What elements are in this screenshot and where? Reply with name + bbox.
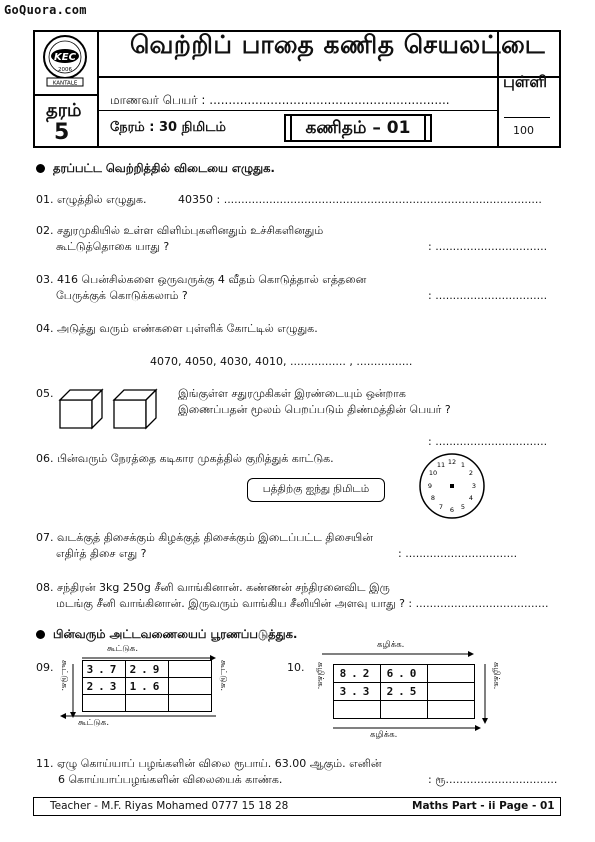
section-heading-2: பின்வரும் அட்டவணையைப் பூரணப்படுத்துக. [36, 627, 297, 643]
table-cell: 1.6 [126, 678, 169, 695]
svg-text:5: 5 [460, 503, 466, 511]
svg-text:KANTALE: KANTALE [52, 80, 78, 87]
clock-face-icon[interactable] [418, 452, 486, 520]
q10-top-label: கழிக்க. [377, 640, 405, 650]
table-cell[interactable] [169, 678, 212, 695]
q1-answer-line[interactable]: 40350 : ........................................................................................... [178, 193, 542, 206]
table-cell[interactable] [334, 701, 381, 719]
table-cell[interactable] [83, 695, 126, 712]
table-cell: 3.3 [334, 683, 381, 701]
q9-top-label: கூட்டுக. [107, 644, 139, 654]
table-cell[interactable] [428, 701, 475, 719]
grade-label: தரம் [46, 100, 82, 121]
school-logo [38, 33, 92, 87]
q10-table [333, 664, 475, 719]
bullet-icon [36, 630, 45, 639]
q9-table [82, 660, 212, 712]
question-7: 07. வடக்குத் திசைக்கும் கிழக்குத் திசைக்கும் இடைப்பட்ட திசையின் எதிர்த் திசை எது ? [36, 531, 373, 560]
svg-text:KEC: KEC [54, 52, 76, 63]
q4-sequence[interactable]: 4070, 4050, 4030, 4010, ................ , ................ [150, 355, 413, 368]
q10-bottom-label: கழிக்க. [370, 730, 398, 740]
svg-text:12: 12 [447, 458, 457, 466]
table-cell[interactable] [381, 701, 428, 719]
table-cell[interactable] [428, 665, 475, 683]
question-1: 01. எழுத்தில் எழுதுக. [36, 193, 147, 206]
page-title: வெற்றிப் பாதை கணித செயலட்டை [130, 30, 546, 59]
marks-total: 100 [513, 124, 534, 137]
table-cell[interactable] [169, 661, 212, 678]
marks-line[interactable] [504, 117, 550, 118]
q9-bottom-label: கூட்டுக. [78, 718, 110, 728]
subject-box: கணிதம் – 01 [290, 114, 426, 142]
svg-text:6: 6 [449, 506, 455, 514]
table-cell: 8.2 [334, 665, 381, 683]
question-8: 08. சந்திரன் 3kg 250g சீனி வாங்கினான். கண்ணன் சந்திரனைவிட இரு மடங்கு சீனி வாங்கினான். இருவரும் வாங்கிய சீனியின் அளவு யாது ? : ...................................... [36, 581, 549, 610]
bullet-icon [36, 164, 45, 173]
question-5-number: 05. [36, 387, 54, 400]
svg-text:9: 9 [427, 482, 433, 490]
table-cell[interactable] [169, 695, 212, 712]
marks-label: புள்ளி [503, 72, 548, 91]
footer-teacher: Teacher - M.F. Riyas Mohamed 0777 15 18 28 [50, 800, 289, 812]
question-2: 02. சதுரமுகியில் உள்ள விளிம்புகளினதும் உச்சிகளினதும் கூட்டுத்தொகை யாது ? [36, 224, 324, 253]
table-cell: 2.9 [126, 661, 169, 678]
section-heading-1: தரப்பட்ட வெற்றித்தில் விடையை எழுதுக. [36, 161, 275, 177]
question-11: 11. ஏழு கொய்யாப் பழங்களின் விலை ரூபாய். 63.00 ஆகும். எனின் 6 கொய்யாப்பழங்களின் விலையைக் காண்க. [36, 757, 382, 786]
svg-text:8: 8 [430, 494, 436, 502]
svg-text:11: 11 [436, 461, 446, 469]
table-cell: 2.3 [83, 678, 126, 695]
question-5: இங்குள்ள சதுரமுகிகள் இரண்டையும் ஒன்றாக இணைப்பதன் மூலம் பெறப்படும் திண்மத்தின் பெயர் ? [178, 387, 451, 416]
svg-text:1: 1 [460, 461, 466, 469]
site-watermark: GoQuora.com [4, 3, 87, 17]
q11-answer-line[interactable]: : ரூ................................ [428, 773, 558, 786]
cube-icon [58, 388, 106, 430]
svg-text:10: 10 [428, 469, 438, 477]
q7-answer-line[interactable]: : ................................ [398, 547, 518, 560]
question-6: 06. பின்வரும் நேரத்தை கடிகார முகத்தில் குறித்துக் காட்டுக. [36, 452, 334, 465]
cube-icon [112, 388, 160, 430]
q10-left-label: கழிக்க. [315, 662, 325, 690]
table-cell: 3.7 [83, 661, 126, 678]
svg-text:7: 7 [438, 503, 444, 511]
footer-page: Maths Part - ii Page - 01 [412, 800, 555, 812]
table-cell: 2.5 [381, 683, 428, 701]
svg-text:2006: 2006 [58, 67, 72, 73]
time-label: நேரம் : 30 நிமிடம் [110, 120, 226, 135]
question-10-number: 10. [287, 661, 305, 674]
question-9-number: 09. [36, 661, 54, 674]
q9-right-label: கூட்டுக. [218, 660, 228, 692]
q10-right-label: கழிக்க. [491, 662, 501, 690]
svg-text:4: 4 [468, 494, 474, 502]
q5-answer-line[interactable]: : ................................ [428, 435, 548, 448]
student-name-field[interactable]: மாணவர் பெயர் : ............................................................... [110, 93, 450, 107]
grade-number: 5 [54, 120, 70, 145]
question-3: 03. 416 பென்சில்களை ஒருவருக்கு 4 வீதம் கொடுத்தால் எத்தனை பேருக்குக் கொடுக்கலாம் ? [36, 273, 367, 302]
time-text-box: பத்திற்கு ஐந்து நிமிடம் [247, 478, 385, 502]
q10-bottom-arrow [333, 722, 483, 734]
q10-top-arrow [318, 648, 478, 660]
q9-left-label: கூட்டுக. [59, 660, 69, 692]
question-4: 04. அடுத்து வரும் எண்களை புள்ளிக் கோட்டில் எழுதுக. [36, 322, 318, 335]
table-cell[interactable] [126, 695, 169, 712]
svg-text:3: 3 [471, 482, 477, 490]
q2-answer-line[interactable]: : ................................ [428, 240, 548, 253]
svg-text:2: 2 [468, 469, 474, 477]
table-cell[interactable] [428, 683, 475, 701]
q10-right-arrow [480, 664, 490, 726]
q3-answer-line[interactable]: : ................................ [428, 289, 548, 302]
table-cell: 6.0 [381, 665, 428, 683]
